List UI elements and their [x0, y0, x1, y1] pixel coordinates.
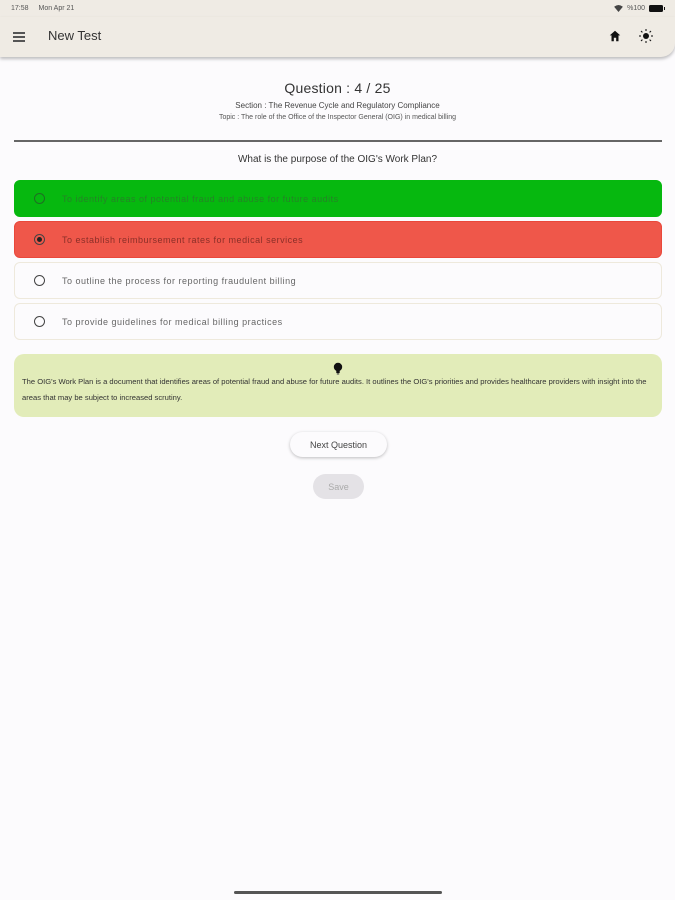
next-question-button[interactable]: Next Question [290, 432, 387, 457]
question-number: Question : 4 / 25 [284, 80, 391, 96]
divider [14, 140, 662, 142]
answer-option-selected-wrong[interactable] [14, 221, 662, 258]
save-button[interactable]: Save [313, 474, 364, 499]
theme-toggle-icon[interactable] [638, 28, 654, 44]
battery-icon [649, 5, 663, 12]
radio-unselected-icon[interactable] [34, 316, 45, 327]
explanation-text: The OIG's Work Plan is a document that identifies areas of potential fraud and abuse for future audits. It outlines the OIG's priorities and provides healthcare providers with insight into the areas that may be subject to increased scrutiny. [22, 377, 647, 402]
question-topic: Topic : The role of the Office of the Inspector General (OIG) in medical billing [218, 114, 457, 121]
radio-unselected-icon[interactable] [34, 193, 45, 204]
menu-icon[interactable] [13, 32, 25, 42]
status-bar [0, 0, 675, 17]
home-indicator[interactable] [234, 891, 442, 894]
option-label: To provide guidelines for medical billing practices [62, 316, 283, 327]
radio-selected-icon[interactable] [34, 234, 45, 245]
question-text: What is the purpose of the OIG's Work Plan? [237, 154, 438, 165]
answer-option[interactable] [14, 262, 662, 299]
option-label: To identify areas of potential fraud and abuse for future audits [62, 193, 339, 204]
home-icon[interactable] [608, 29, 622, 43]
question-section: Section : The Revenue Cycle and Regulatory Compliance [235, 101, 440, 110]
app-bar [0, 17, 675, 57]
wifi-icon [614, 5, 623, 12]
answer-options [14, 180, 662, 344]
option-label: To outline the process for reporting fraudulent billing [62, 275, 297, 286]
battery-percent: %100 [627, 5, 645, 12]
status-time: 17:58 [11, 5, 29, 12]
answer-option[interactable] [14, 303, 662, 340]
option-label: To establish reimbursement rates for medical services [62, 234, 304, 245]
question-header [0, 80, 675, 121]
radio-unselected-icon[interactable] [34, 275, 45, 286]
answer-option-correct[interactable] [14, 180, 662, 217]
app-title: New Test [48, 28, 102, 43]
explanation-panel [14, 354, 662, 417]
status-date: Mon Apr 21 [38, 5, 75, 12]
